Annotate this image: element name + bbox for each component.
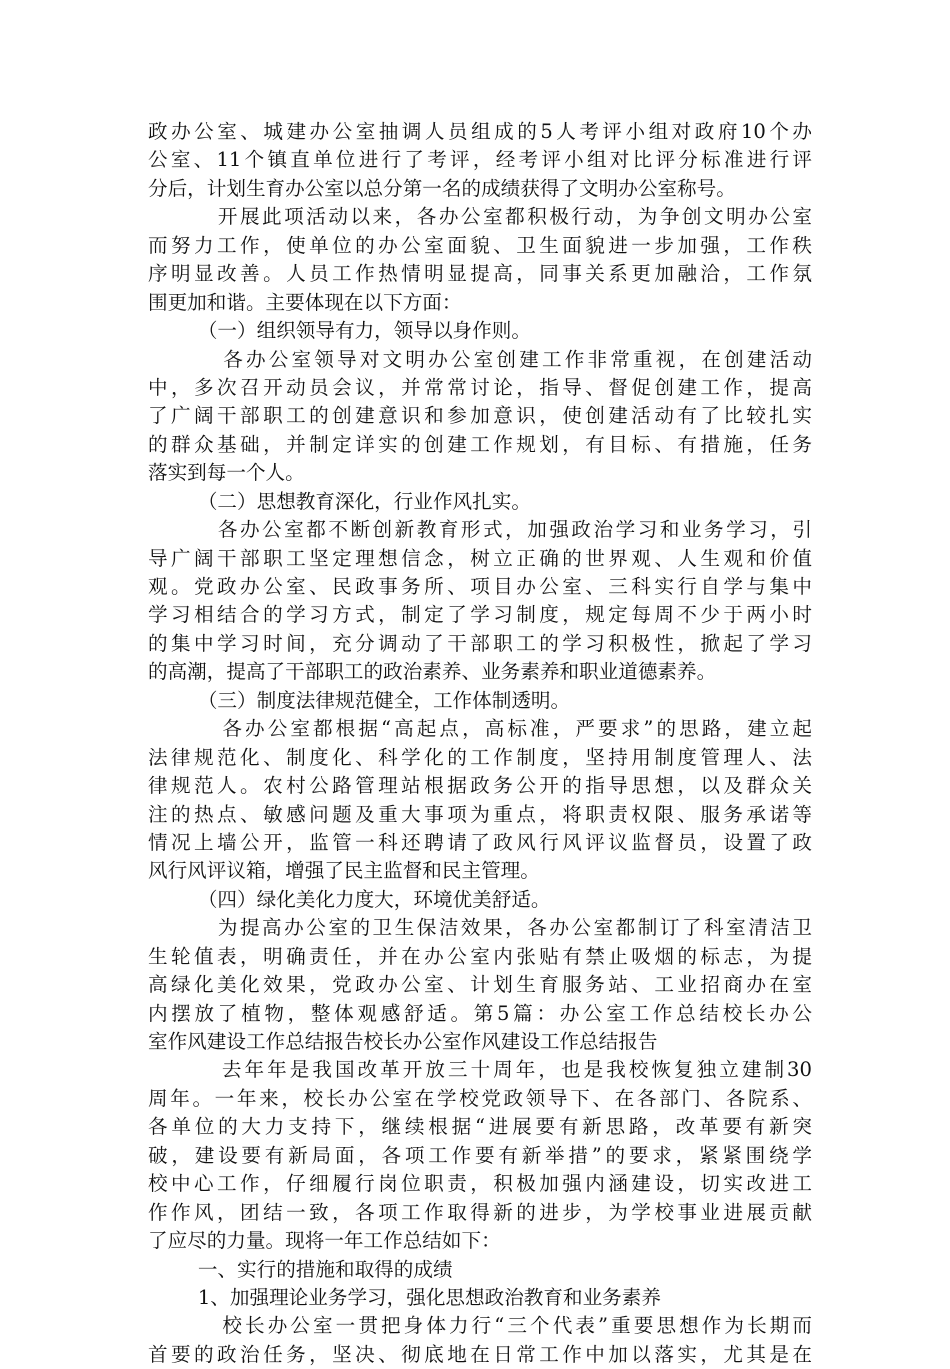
text-line: 的集中学习时间，充分调动了干部职工的学习积极性，掀起了学习	[148, 631, 812, 655]
text-line: 公室、11个镇直单位进行了考评，经考评小组对比评分标准进行评	[148, 148, 812, 172]
text-line: （三）制度法律规范健全，工作体制透明。	[148, 688, 571, 712]
document-page	[148, 118, 812, 1369]
text-line: 高绿化美化效果，党政办公室、计划生育服务站、工业招商办在室	[148, 973, 812, 997]
text-line: 序明显改善。人员工作热情明显提高，同事关系更加融洽，工作氛	[148, 262, 812, 286]
text-line: 的群众基础，并制定详实的创建工作规划，有目标、有措施，任务	[148, 432, 812, 456]
text-line: 的高潮，提高了干部职工的政治素养、业务素养和职业道德素养。	[148, 660, 717, 684]
text-line: 导广阔干部职工坚定理想信念，树立正确的世界观、人生观和价值	[148, 546, 812, 570]
text-line: 一、实行的措施和取得的成绩	[148, 1257, 453, 1281]
text-line: 校长办公室一贯把身体力行“三个代表”重要思想作为长期而	[148, 1314, 812, 1338]
text-line: 风行风评议箱，增强了民主监督和民主管理。	[148, 859, 540, 883]
text-line: 中，多次召开动员会议，并常常讨论，指导、督促创建工作，提高	[148, 375, 812, 399]
text-line: 情况上墙公开，监管一科还聘请了政风行风评议监督员，设置了政	[148, 830, 812, 854]
text-line: 首要的政治任务，坚决、彻底地在日常工作中加以落实，尤其是在	[148, 1342, 812, 1366]
text-line: 落实到每一个人。	[148, 461, 305, 485]
text-line: 学习相结合的学习方式，制定了学习制度，规定每周不少于两小时	[148, 603, 812, 627]
text-line: 各办公室都根据“高起点，高标准，严要求”的思路，建立起	[148, 717, 812, 741]
text-line: 为提高办公室的卫生保洁效果，各办公室都制订了科室清洁卫	[148, 916, 812, 940]
text-line: 去年年是我国改革开放三十周年，也是我校恢复独立建制30	[148, 1058, 812, 1082]
text-line: 分后，计划生育办公室以总分第一名的成绩获得了文明办公室称号。	[148, 176, 736, 200]
text-line: 法律规范化、制度化、科学化的工作制度，坚持用制度管理人、法	[148, 745, 812, 769]
text-line: 开展此项活动以来，各办公室都积极行动，为争创文明办公室	[148, 205, 812, 229]
text-line: 而努力工作，使单位的办公室面貌、卫生面貌进一步加强，工作秩	[148, 233, 812, 257]
text-line: 围更加和谐。主要体现在以下方面：	[148, 290, 462, 314]
text-line: 1、加强理论业务学习，强化思想政治教育和业务素养	[148, 1285, 661, 1309]
text-line: （四）绿化美化力度大，环境优美舒适。	[148, 887, 551, 911]
text-line: 内摆放了植物，整体观感舒适。第5篇：办公室工作总结校长办公	[148, 1001, 812, 1025]
text-line: 各单位的大力支持下，继续根据“进展要有新思路，改革要有新突	[148, 1115, 812, 1139]
text-line: 破，建设要有新局面，各项工作要有新举措”的要求，紧紧围绕学	[148, 1143, 812, 1167]
text-line: 各办公室领导对文明办公室创建工作非常重视，在创建活动	[148, 347, 812, 371]
text-line: 作作风，团结一致，各项工作取得新的进步，为学校事业进展贡献	[148, 1200, 812, 1224]
text-line: 律规范人。农村公路管理站根据政务公开的指导思想，以及群众关	[148, 774, 812, 798]
text-line: 了应尽的力量。现将一年工作总结如下：	[148, 1229, 501, 1253]
text-line: 注的热点、敏感问题及重大事项为重点，将职责权限、服务承诺等	[148, 802, 812, 826]
text-line: 周年。一年来，校长办公室在学校党政领导下、在各部门、各院系、	[148, 1086, 812, 1110]
text-line: 各办公室都不断创新教育形式，加强政治学习和业务学习，引	[148, 518, 812, 542]
text-line: 校中心工作，仔细履行岗位职责，积极加强内涵建设，切实改进工	[148, 1172, 812, 1196]
text-line: 生轮值表，明确责任，并在办公室内张贴有禁止吸烟的标志，为提	[148, 944, 812, 968]
text-line: 政办公室、城建办公室抽调人员组成的5人考评小组对政府10个办	[148, 120, 812, 143]
text-line: （二）思想教育深化，行业作风扎实。	[148, 489, 531, 513]
text-line: （一）组织领导有力，领导以身作则。	[148, 319, 531, 343]
text-line: 观。党政办公室、民政事务所、项目办公室、三科实行自学与集中	[148, 575, 812, 598]
text-line: 室作风建设工作总结报告校长办公室作风建设工作总结报告	[148, 1030, 658, 1053]
text-line: 了广阔干部职工的创建意识和参加意识，使创建活动有了比较扎实	[148, 404, 812, 428]
